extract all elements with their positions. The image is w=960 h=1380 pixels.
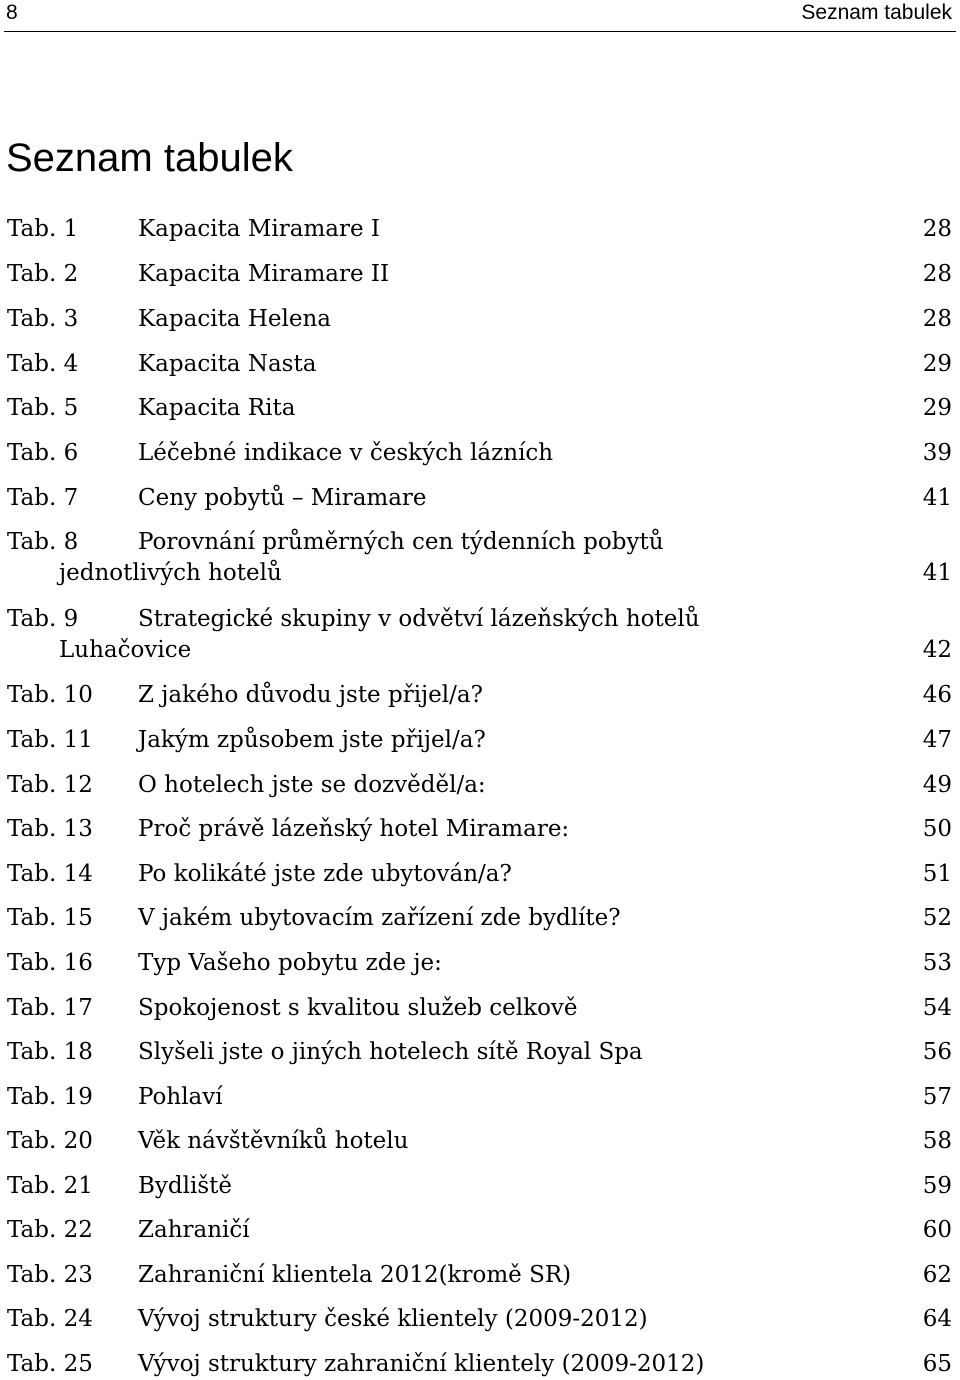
table-number: Tab. 9 (7, 606, 79, 632)
table-title: Vývoj struktury zahraniční klientely (2009-2012) (138, 1351, 705, 1377)
list-item[interactable] (0, 1215, 960, 1245)
list-item[interactable] (0, 1126, 960, 1156)
list-item[interactable] (0, 304, 960, 334)
table-title: Spokojenost s kvalitou služeb celkově (138, 995, 578, 1021)
table-title: Z jakého důvodu jste přijel/a? (138, 682, 483, 708)
table-number: Tab. 18 (7, 1039, 93, 1065)
table-number: Tab. 16 (7, 950, 93, 976)
table-title: Vývoj struktury české klientely (2009-2012) (138, 1306, 648, 1332)
table-number: Tab. 24 (7, 1306, 93, 1332)
table-number: Tab. 14 (7, 861, 93, 887)
page-reference: 65 (922, 1351, 952, 1377)
page-reference: 28 (922, 306, 952, 332)
table-number: Tab. 10 (7, 682, 93, 708)
list-item[interactable] (0, 814, 960, 844)
table-number: Tab. 20 (7, 1128, 93, 1154)
table-title-continuation: jednotlivých hotelů (59, 560, 282, 586)
page-reference: 49 (922, 772, 952, 798)
table-title: V jakém ubytovacím zařízení zde bydlíte? (138, 905, 621, 931)
table-number: Tab. 22 (7, 1217, 93, 1243)
page-reference: 50 (922, 816, 952, 842)
list-item[interactable] (0, 859, 960, 889)
page-reference: 46 (922, 682, 952, 708)
table-title: Pohlaví (138, 1084, 223, 1110)
table-number: Tab. 25 (7, 1351, 93, 1377)
list-item[interactable] (0, 349, 960, 379)
table-title: Jakým způsobem jste přijel/a? (138, 727, 486, 753)
list-item[interactable] (0, 438, 960, 468)
table-number: Tab. 6 (7, 440, 79, 466)
table-title: Porovnání průměrných cen týdenních pobytů (138, 529, 664, 555)
list-item[interactable] (0, 1037, 960, 1067)
page-reference: 58 (922, 1128, 952, 1154)
table-title: Proč právě lázeňský hotel Miramare: (138, 816, 570, 842)
list-item[interactable] (0, 483, 960, 513)
list-item[interactable] (0, 1260, 960, 1290)
list-item[interactable] (0, 948, 960, 978)
page-reference: 39 (922, 440, 952, 466)
table-title: O hotelech jste se dozvěděl/a: (138, 772, 486, 798)
page-reference: 56 (922, 1039, 952, 1065)
table-number: Tab. 15 (7, 905, 93, 931)
page-reference: 41 (922, 485, 952, 511)
table-title: Kapacita Miramare II (138, 261, 390, 287)
page-title: Seznam tabulek (6, 136, 293, 180)
table-title: Zahraničí (138, 1217, 250, 1243)
list-item[interactable] (0, 1349, 960, 1379)
table-title: Kapacita Miramare I (138, 216, 380, 242)
table-number: Tab. 1 (7, 216, 79, 242)
table-title: Kapacita Rita (138, 395, 296, 421)
table-number: Tab. 12 (7, 772, 93, 798)
list-item[interactable] (0, 1304, 960, 1334)
page-reference: 29 (922, 395, 952, 421)
table-title: Typ Vašeho pobytu zde je: (138, 950, 442, 976)
list-item[interactable] (0, 214, 960, 244)
page-reference: 28 (922, 216, 952, 242)
table-title: Strategické skupiny v odvětví lázeňských hotelů (138, 606, 700, 632)
table-number: Tab. 2 (7, 261, 79, 287)
list-item[interactable] (0, 770, 960, 800)
table-number: Tab. 7 (7, 485, 79, 511)
list-item[interactable] (0, 259, 960, 289)
running-title: Seznam tabulek (801, 1, 952, 24)
table-title: Zahraniční klientela 2012(kromě SR) (138, 1262, 572, 1288)
table-number: Tab. 19 (7, 1084, 93, 1110)
table-number: Tab. 5 (7, 395, 79, 421)
list-item[interactable] (0, 604, 960, 666)
page-reference: 62 (922, 1262, 952, 1288)
list-item[interactable] (0, 903, 960, 933)
list-item[interactable] (0, 993, 960, 1023)
table-title: Léčebné indikace v českých lázních (138, 440, 554, 466)
table-number: Tab. 23 (7, 1262, 93, 1288)
list-item[interactable] (0, 527, 960, 589)
page-reference: 57 (922, 1084, 952, 1110)
table-number: Tab. 17 (7, 995, 93, 1021)
table-title: Věk návštěvníků hotelu (138, 1128, 409, 1154)
table-number: Tab. 11 (7, 727, 93, 753)
page-reference: 54 (922, 995, 952, 1021)
table-title: Kapacita Helena (138, 306, 331, 332)
list-item[interactable] (0, 680, 960, 710)
page-reference: 51 (922, 861, 952, 887)
page-reference: 28 (922, 261, 952, 287)
table-number: Tab. 4 (7, 351, 79, 377)
table-title-continuation: Luhačovice (59, 637, 192, 663)
page-reference: 47 (922, 727, 952, 753)
list-item[interactable] (0, 1082, 960, 1112)
page-number: 8 (6, 1, 18, 24)
page-reference: 41 (922, 560, 952, 586)
page-header (0, 0, 960, 30)
list-item[interactable] (0, 393, 960, 423)
table-title: Ceny pobytů – Miramare (138, 485, 427, 511)
table-number: Tab. 13 (7, 816, 93, 842)
table-title: Kapacita Nasta (138, 351, 317, 377)
page-reference: 42 (922, 637, 952, 663)
table-title: Bydliště (138, 1173, 232, 1199)
header-rule (4, 31, 956, 32)
list-item[interactable] (0, 725, 960, 755)
table-number: Tab. 21 (7, 1173, 93, 1199)
table-number: Tab. 8 (7, 529, 79, 555)
table-title: Slyšeli jste o jiných hotelech sítě Royal Spa (138, 1039, 643, 1065)
page-reference: 59 (922, 1173, 952, 1199)
table-title: Po kolikáté jste zde ubytován/a? (138, 861, 512, 887)
list-item[interactable] (0, 1171, 960, 1201)
page-reference: 52 (922, 905, 952, 931)
page-reference: 53 (922, 950, 952, 976)
page-reference: 60 (922, 1217, 952, 1243)
table-number: Tab. 3 (7, 306, 79, 332)
page-reference: 64 (922, 1306, 952, 1332)
page-reference: 29 (922, 351, 952, 377)
